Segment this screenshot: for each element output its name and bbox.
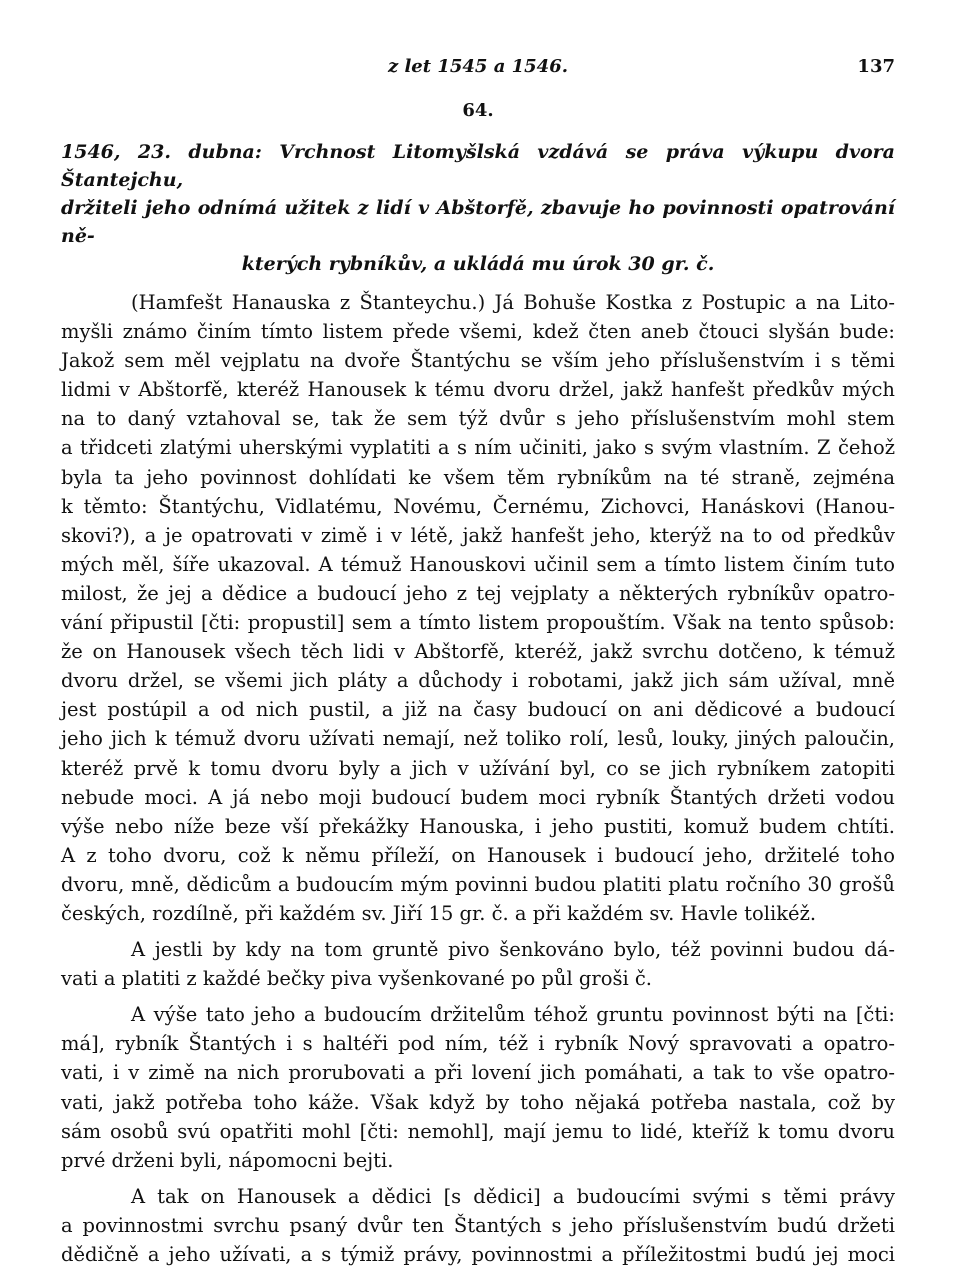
text-line: výše nebo níže beze vší překážky Hanouska, i jeho pustiti, komuž budem chtíti. (61, 814, 895, 838)
text-line: a třidceti zlatými uherskými vyplatiti a s ním učiniti, jako s svým vlastním. Z čehož (61, 436, 895, 460)
text-line: dědičně a jeho užívati, a s týmiž právy, povinnostmi a příležitostmi budú jej moci (61, 1243, 895, 1266)
text-line: A tak on Hanousek a dědici [s dědici] a budoucími svými s těmi právy (131, 1184, 895, 1208)
text-line: A jestli by kdy na tom gruntě pivo šenkováno bylo, též povinni budou dá- (131, 938, 895, 962)
paragraph-gap (61, 928, 895, 935)
running-header (61, 52, 895, 84)
text-line: lidmi v Abštorfě, kteréž Hanousek k tému dvoru držel, jakž hanfešt předkův mých (61, 378, 895, 402)
text-line: k těmto: Štantýchu, Vidlatému, Novému, Černému, Zichovci, Hanáskovi (Hanou- (61, 494, 895, 518)
text-line: A z toho dvoru, což k němu příleží, on Hanousek i budoucí jeho, držitelé toho (61, 843, 895, 867)
text-line: vání připustil [čti: propustil] sem a tímto listem propouštím. Však na tento spůsob: (61, 611, 895, 635)
text-line: nebude moci. A já nebo moji budoucí budem moci rybník Štantých držeti vodou (61, 785, 895, 809)
regest (61, 138, 895, 278)
text-line: dvoru držel, se všemi jich pláty a důchody i robotami, jakž jich sám užíval, mně (61, 669, 895, 693)
page-number: 137 (857, 56, 895, 77)
text-line: vati, jakž potřeba toho káže. Však když by toho nějaká potřeba nastala, což by (61, 1090, 895, 1114)
text-line: prvé drženi byli, nápomocni bejti. (61, 1148, 394, 1172)
text-line: sám osobů svú opatřiti mohl [čti: nemohl], mají jemu to lidé, kteříž k tomu dvoru (61, 1119, 895, 1143)
text-line: vati a platiti z každé bečky piva vyšenkované po půl groši č. (61, 967, 653, 991)
text-line: myšli známo činím tímto listem přede všemi, kdež čten aneb čtouci slyšán bude: (61, 320, 895, 344)
text-line: mých měl, šíře ukazoval. A témuž Hanouskovi učinil sem a tímto listem činím tuto (61, 552, 895, 576)
text-line: jest postúpil a od nich pustil, a již na časy budoucí on ani dědicové a budoucí (61, 698, 895, 722)
text-line: má], rybník Štantých i s haltéři pod ním, též i rybník Nový spravovati a opatro- (61, 1032, 895, 1056)
text-line: na to daný vztahoval se, tak že sem týž dvůr s jeho příslušenstvím mohl stem (61, 407, 895, 431)
regest-line: držiteli jeho odnímá užitek z lidí v Abštorfě, zbavuje ho povinnosti opatrování ně- (61, 197, 895, 247)
document-number: 64. (462, 100, 494, 121)
paragraph (61, 935, 895, 993)
paragraph-gap (61, 993, 895, 1000)
text-line: jeho jich k témuž dvoru užívati nemají, než toliko rolí, lesů, louky, jiných paloučin, (61, 727, 895, 751)
paragraph (61, 288, 895, 928)
regest-line: 1546, 23. dubna: Vrchnost Litomyšlská vzdává se práva výkupu dvora Štantejchu, (61, 141, 895, 191)
text-line: A výše tato jeho a budoucím držitelům téhož gruntu povinnost býti na [čti: (131, 1003, 895, 1027)
running-title: z let 1545 a 1546. (387, 56, 569, 77)
text-line: vati, i v zimě na nich prorubovati a při lovení jich pomáhati, a tak to vše opatro- (61, 1061, 895, 1085)
document-page (61, 52, 895, 1269)
text-line: (Hamfešt Hanauska z Štanteychu.) Já Bohuše Kostka z Postupic a na Lito- (131, 291, 895, 314)
text-line: a povinnostmi svrchu psaný dvůr ten Štantých s jeho příslušenstvím budú držeti (61, 1213, 895, 1237)
document-body (61, 288, 895, 1269)
paragraph (61, 1182, 895, 1269)
text-line: byla ta jeho povinnost dohlídati ke všem těm rybníkům na té straně, zejména (61, 465, 895, 489)
paragraph (61, 1000, 895, 1175)
text-line: že on Hanousek všech těch lidi v Abštorfě, kteréž, jakž svrchu dotčeno, k témuž (61, 640, 895, 664)
text-line: kteréž prvě k tomu dvoru byly a jich v užívání byl, co se jich rybníkem zatopiti (61, 756, 895, 780)
text-line: skovi?), a je opatrovati v zimě i v létě, jakž hanfešt jeho, kterýž na to od předkův (61, 523, 895, 547)
text-line: Jakož sem měl vejplatu na dvoře Štantýchu se vším jeho příslušenstvím i s těmi (61, 349, 895, 373)
text-line: českých, rozdílně, při každém sv. Jiří 15 gr. č. a při každém sv. Havle tolikéž. (61, 901, 817, 925)
paragraph-gap (61, 1175, 895, 1182)
text-line: dvoru, mně, dědicům a budoucím mým povinni budou platiti platu ročního 30 grošů (61, 872, 895, 896)
regest-line: kterých rybníkův, a ukládá mu úrok 30 gr. č. (241, 253, 715, 275)
text-line: milost, že jej a dědice a budoucí jeho z tej vejplaty a některých rybníkův opatro- (61, 581, 895, 605)
